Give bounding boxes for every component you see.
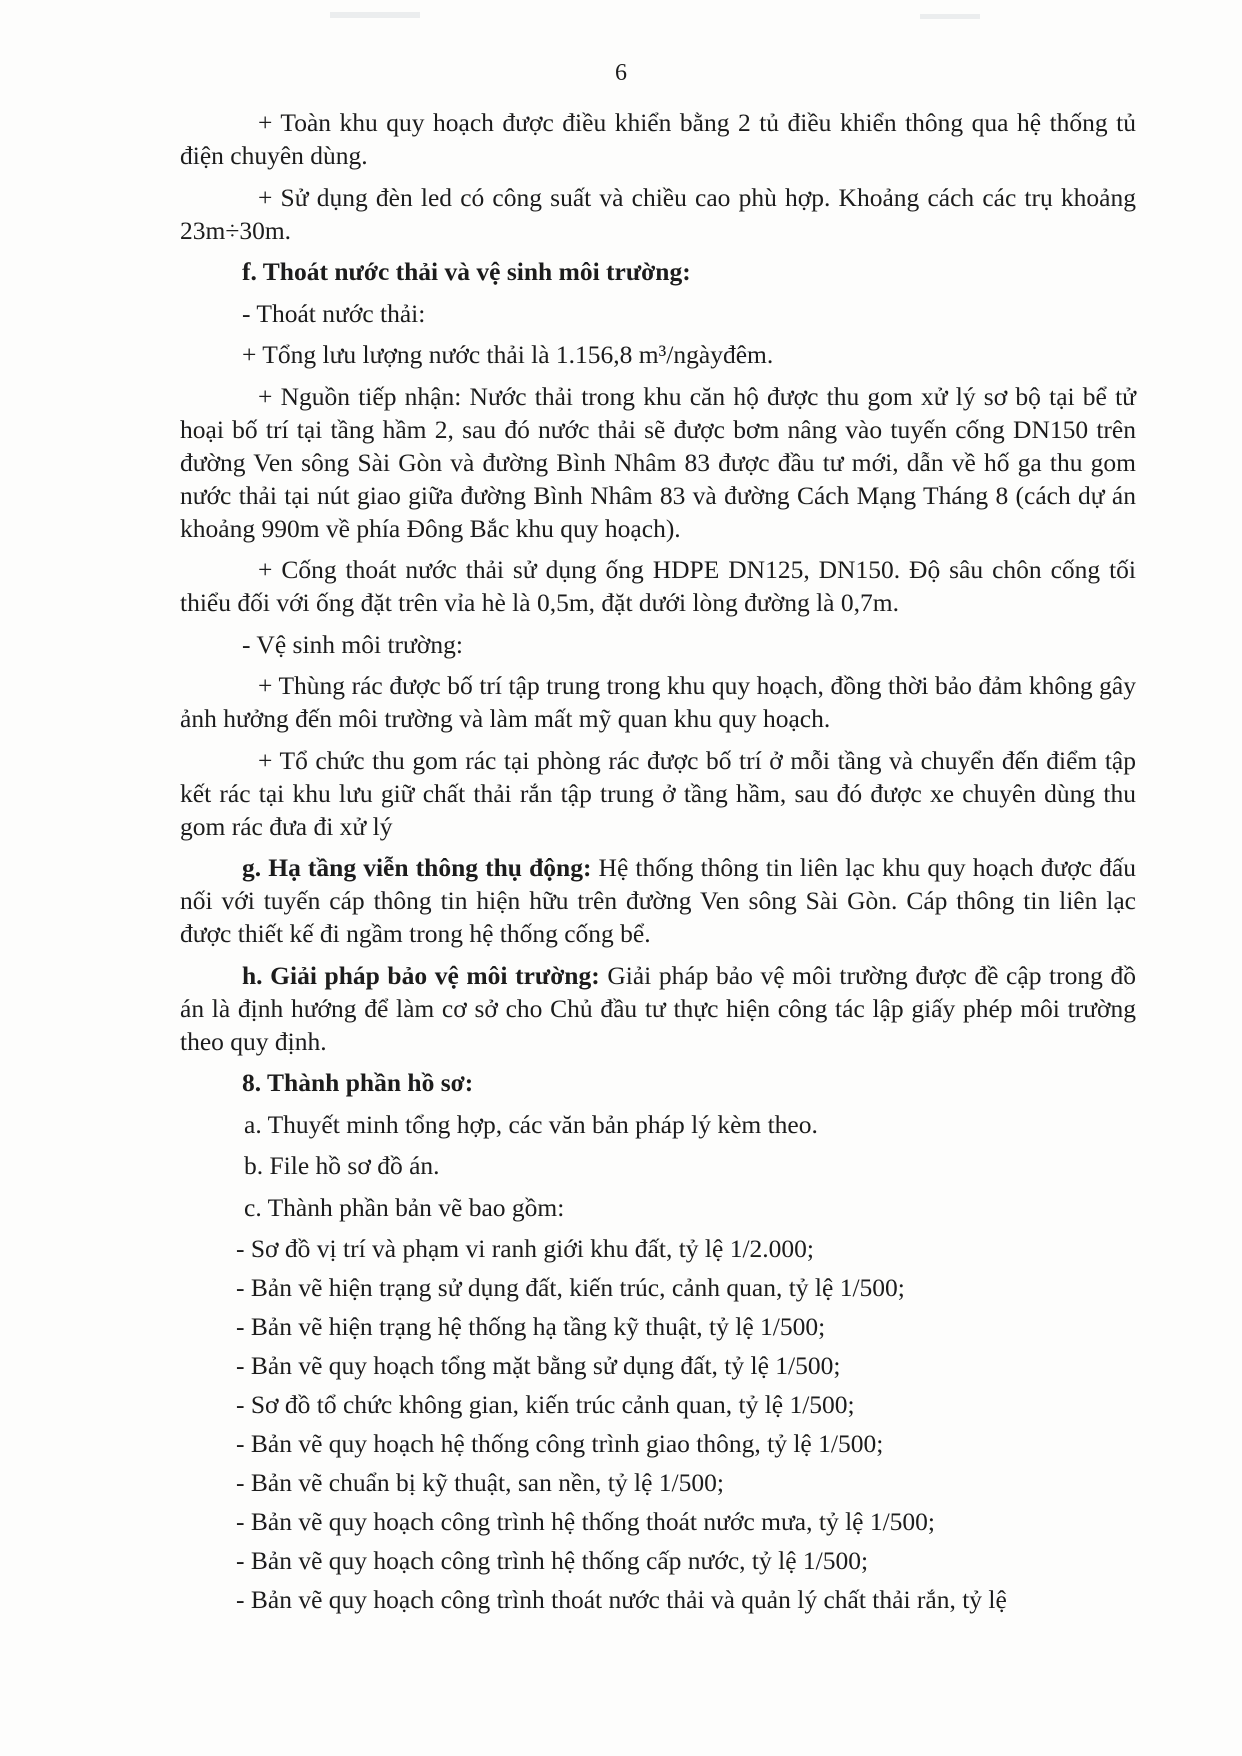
paragraph-wastewater-flow: + Tổng lưu lượng nước thải là 1.156,8 m³/ngàyđêm.: [242, 340, 774, 369]
paragraph-sanitation: - Vệ sinh môi trường:: [242, 629, 463, 659]
drawing-item: - Sơ đồ tổ chức không gian, kiến trúc cảnh quan, tỷ lệ 1/500;: [236, 1390, 855, 1419]
heading-wastewater: f. Thoát nước thải và vệ sinh môi trường:: [242, 257, 691, 286]
list-item: b. File hồ sơ đồ án.: [244, 1151, 440, 1180]
paragraph-telecom: g. Hạ tầng viễn thông thụ động: Hệ thống thông tin liên lạc khu quy hoạch được đấu nối với tuyến cáp thông tin hiện hữu trên đường Ven sông Sài Gòn. Cáp thông tin liên lạc được thiết kế đi ngầm trong hệ thống cống bể.: [180, 853, 1136, 948]
paragraph-led-lights: + Sử dụng đèn led có công suất và chiều cao phù hợp. Khoảng cách các trụ khoảng 23m÷30m.: [180, 182, 1136, 245]
paragraph-trash-bins: + Thùng rác được bố trí tập trung trong khu quy hoạch, đồng thời bảo đảm không gây ảnh hưởng đến môi trường và làm mất mỹ quan khu quy hoạch.: [180, 671, 1136, 733]
drawing-item: - Bản vẽ quy hoạch công trình thoát nước thải và quản lý chất thải rắn, tỷ lệ: [236, 1585, 1007, 1614]
paragraph-wastewater-drain: - Thoát nước thải:: [242, 298, 426, 328]
paragraph-drain-pipes: + Cống thoát nước thải sử dụng ống HDPE DN125, DN150. Độ sâu chôn cống tối thiểu đối với ống đặt trên vỉa hè là 0,5m, đặt dưới lòng đường là 0,7m.: [180, 555, 1136, 617]
paragraph-lighting-control: + Toàn khu quy hoạch được điều khiển bằng 2 tủ điều khiển thông qua hệ thống tủ điện chuyên dùng.: [180, 108, 1136, 170]
paragraph-garbage-collection: + Tổ chức thu gom rác tại phòng rác được bố trí ở mỗi tầng và chuyển đến điểm tập kết rác tại khu lưu giữ chất thải rắn tập trung ở tầng hầm, sau đó được xe chuyên dùng thu gom rác đưa đi xử lý: [180, 745, 1136, 841]
drawing-item: - Bản vẽ quy hoạch công trình hệ thống cấp nước, tỷ lệ 1/500;: [236, 1546, 869, 1575]
drawing-item: - Bản vẽ hiện trạng hệ thống hạ tầng kỹ thuật, tỷ lệ 1/500;: [236, 1312, 826, 1341]
drawing-item: - Bản vẽ hiện trạng sử dụng đất, kiến trúc, cảnh quan, tỷ lệ 1/500;: [236, 1273, 905, 1302]
paragraph-environment: h. Giải pháp bảo vệ môi trường: Giải pháp bảo vệ môi trường được đề cập trong đồ án là định hướng để làm cơ sở cho Chủ đầu tư thực hiện công tác lập giấy phép môi trường theo quy định.: [180, 960, 1136, 1056]
drawing-item: - Bản vẽ quy hoạch hệ thống công trình giao thông, tỷ lệ 1/500;: [236, 1429, 884, 1458]
drawing-item: - Bản vẽ chuẩn bị kỹ thuật, san nền, tỷ lệ 1/500;: [236, 1468, 724, 1497]
list-item: a. Thuyết minh tổng hợp, các văn bản pháp lý kèm theo.: [244, 1109, 818, 1139]
page-number: 6: [615, 60, 627, 86]
paragraph-receiving-source: + Nguồn tiếp nhận: Nước thải trong khu căn hộ được thu gom xử lý sơ bộ tại bể tử hoại bố trí tại tầng hầm 2, sau đó nước thải sẽ được bơm nâng vào tuyến cống DN150 trên đường Ven sông Sài Gòn và đường Bình Nhâm 83 được đầu tư mới, dẫn về hố ga thu gom nước thải tại nút giao giữa đường Bình Nhâm 83 và đường Cách Mạng Tháng 8 (cách dự án khoảng 990m về phía Đông Bắc khu quy hoạch).: [180, 381, 1136, 543]
drawing-item: - Bản vẽ quy hoạch công trình hệ thống thoát nước mưa, tỷ lệ 1/500;: [236, 1507, 936, 1536]
drawing-item: - Sơ đồ vị trí và phạm vi ranh giới khu đất, tỷ lệ 1/2.000;: [236, 1234, 814, 1263]
scan-artifact: [920, 14, 980, 19]
document-body: [180, 106, 1136, 1622]
scan-artifact: [330, 12, 420, 18]
list-item: c. Thành phần bản vẽ bao gồm:: [244, 1192, 565, 1222]
drawing-item: - Bản vẽ quy hoạch tổng mặt bằng sử dụng đất, tỷ lệ 1/500;: [236, 1351, 841, 1380]
heading-dossier: 8. Thành phần hồ sơ:: [242, 1068, 474, 1097]
